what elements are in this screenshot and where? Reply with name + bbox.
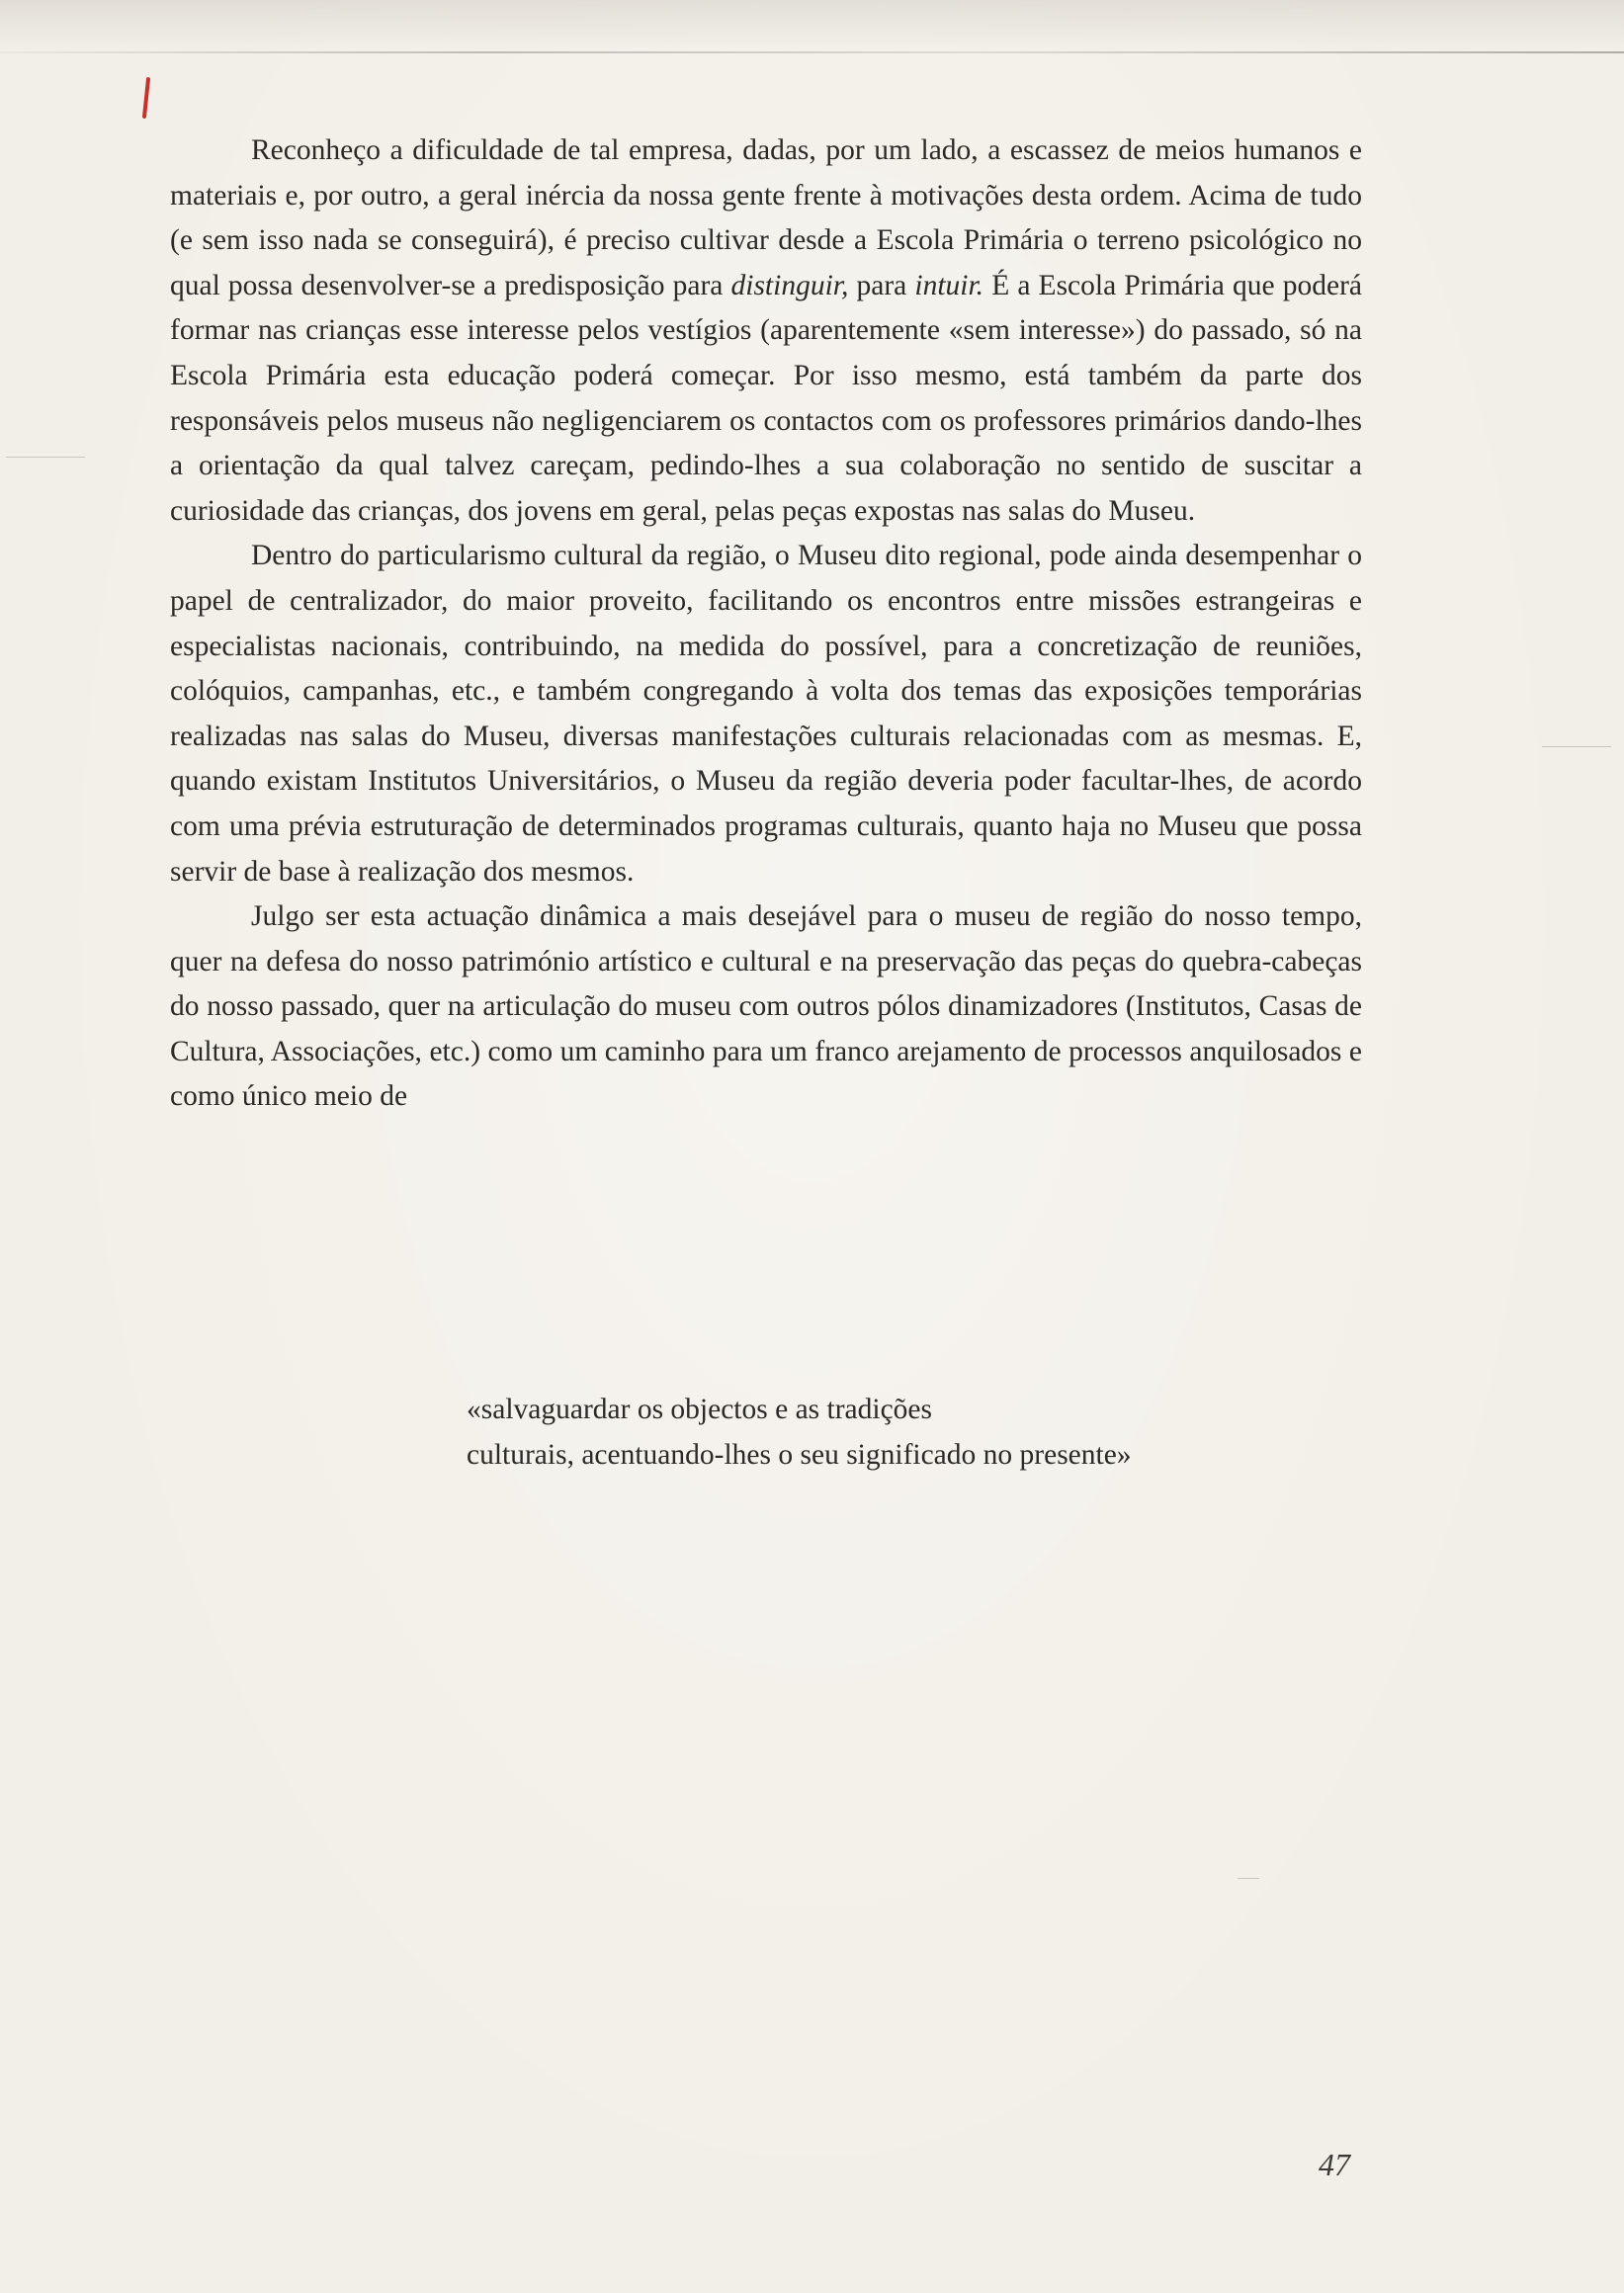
paragraph [170, 534, 1362, 894]
italic-text-segment: intuir. [914, 269, 984, 301]
quote-line-2: culturais, acentuando-lhes o seu significado no presente» [467, 1438, 1132, 1471]
text-segment: Dentro do particularismo cultural da região, o Museu dito regional, pode ainda desempenhar o papel de centralizador, do maior proveito, facilitando os encontros entre missões estrangeiras e especialistas nacionais, contribuindo, na medida do possível, para a concretização de reuniões, colóquios, campanhas, etc., e também congregando à volta dos temas das exposições temporárias realizadas nas salas do Museu, diversas manifestações culturais relacionadas com as mesmas. E, quando existam Institutos Universitários, o Museu da região deveria poder facultar-lhes, de acordo com uma prévia estruturação de determinados programas culturais, quanto haja no Museu que possa servir de base à realização dos mesmos. [170, 540, 1362, 888]
block-quote [467, 1388, 1376, 1478]
page-top-band [0, 0, 1624, 51]
italic-text-segment: distinguir, [730, 269, 849, 301]
page-number: 47 [1319, 2147, 1350, 2182]
margin-smudge [1542, 746, 1611, 747]
text-segment: É a Escola Primária que poderá formar nas crianças esse interesse pelos vestígios (aparentemente «sem interesse») do passado, só na Escola Primária esta educação poderá começar. Por isso mesmo, está também da parte dos responsáveis pelos museus não negligenciarem os contactos com os professores primários dando-lhes a orientação da qual talvez careçam, pedindo-lhes a sua colaboração no sentido de suscitar a curiosidade das crianças, dos jovens em geral, pelas peças expostas nas salas do Museu. [170, 269, 1362, 527]
paragraph [170, 894, 1362, 1120]
text-segment: Julgo ser esta actuação dinâmica a mais desejável para o museu de região do nosso tempo, quer na defesa do nosso património artístico e cultural e na preservação das peças do quebra-cabeças do nosso passado, quer na articulação do museu com outros pólos dinamizadores (Institutos, Casas de Cultura, Associações, etc.) como um caminho para um franco arejamento de processos anquilosados e como único meio de [170, 900, 1362, 1113]
margin-smudge [6, 457, 85, 458]
text-segment: para [848, 269, 915, 301]
red-margin-mark [142, 77, 150, 119]
margin-smudge [1238, 1878, 1259, 1879]
text-segment: Reconheço a dificuldade de tal empresa, dadas, por um lado, a escassez de meios humanos e materiais e, por outro, a geral inércia da nossa gente frente à motivações desta ordem. Acima de tudo (e sem isso nada se conseguirá), é preciso cultivar desde a Escola Primária o terreno psicológico no qual possa desenvolver-se a predisposição para [170, 134, 1362, 301]
body-text [170, 128, 1362, 1120]
quote-line-1: «salvaguardar os objectos e as tradições [467, 1394, 933, 1425]
paragraph [170, 128, 1362, 534]
page-fold-line [0, 51, 1624, 53]
